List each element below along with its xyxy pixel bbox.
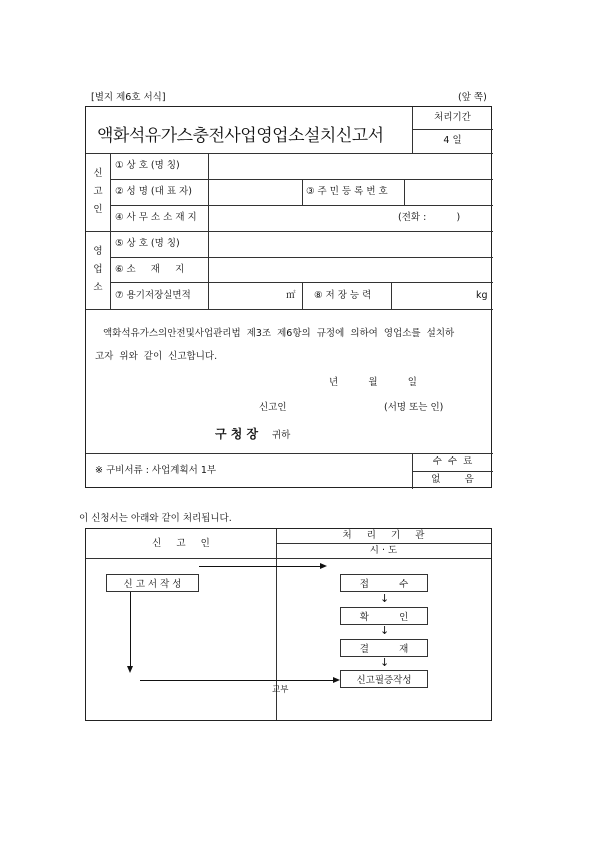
process-caption: 이 신청서는 아래와 같이 처리됩니다. xyxy=(79,513,232,524)
resident-number-label: ③ 주 민 등 록 번 호 xyxy=(306,186,388,197)
step-certificate: 신고필증작성 xyxy=(340,670,428,688)
office-trade-name-field[interactable] xyxy=(209,232,492,256)
signature-label: (서명 또는 인) xyxy=(384,402,444,413)
processing-period-label: 처리기간 xyxy=(434,112,471,123)
form-title: 액화석유가스충전사업영업소설치신고서 xyxy=(97,126,384,146)
process-flowchart xyxy=(85,528,492,721)
step-confirm: 확 인 xyxy=(340,607,428,625)
arrow-right-icon xyxy=(333,677,340,683)
required-documents: ※ 구비서류 : 사업계획서 1부 xyxy=(95,465,217,476)
resident-number-field[interactable] xyxy=(405,180,492,204)
office-section-label: 영 업 소 xyxy=(93,246,103,293)
office-trade-name-label: ⑤ 상 호 (명 칭) xyxy=(115,238,180,249)
applicant-section-label: 신 고 인 xyxy=(93,168,103,215)
trade-name-field[interactable] xyxy=(209,154,492,178)
signer-field[interactable] xyxy=(291,395,381,411)
arrow-down-icon: ↓ xyxy=(380,656,390,669)
step-write-report: 신 고 서 작 성 xyxy=(106,574,199,592)
location-label: ⑥ 소 재 지 xyxy=(115,264,185,275)
arrow-down-icon xyxy=(127,666,133,673)
storage-capacity-label: ⑧ 저 장 능 력 xyxy=(314,290,372,301)
arrow-line xyxy=(199,566,321,567)
applicant-column-header: 신 고 인 xyxy=(152,538,210,549)
office-address-field[interactable] xyxy=(209,206,409,230)
arrow-right-icon xyxy=(320,563,327,569)
storage-area-label: ⑦ 용기저장실면적 xyxy=(115,290,191,301)
capacity-unit: kg xyxy=(476,290,488,301)
arrow-down-icon: ↓ xyxy=(380,624,390,637)
arrow-down-icon: ↓ xyxy=(380,592,390,605)
arrow-line xyxy=(130,592,131,667)
recipient-suffix: 귀하 xyxy=(272,430,291,441)
agency-subheader: 시 · 도 xyxy=(369,545,398,556)
page-side-label: (앞 쪽) xyxy=(458,92,487,103)
fee-label: 수 수 료 xyxy=(432,456,473,467)
name-field[interactable] xyxy=(209,180,301,204)
trade-name-label: ① 상 호 (명 칭) xyxy=(115,160,180,171)
delivery-label: 교부 xyxy=(272,685,289,695)
form-number-label: [별지 제6호 서식] xyxy=(91,92,166,103)
statement-line-1: 액화석유가스의안전및사업관리법 제3조 제6항의 규정에 의하여 영업소를 설치하 xyxy=(103,328,455,339)
fee-value: 없 음 xyxy=(431,474,474,485)
office-address-label: ④ 사 무 소 소 재 지 xyxy=(115,212,197,223)
statement-line-2: 고자 위와 같이 신고합니다. xyxy=(95,351,218,362)
agency-column-header: 처 리 기 관 xyxy=(342,530,425,541)
signer-label: 신고인 xyxy=(259,402,287,413)
date-line: 년 월 일 xyxy=(329,377,417,388)
arrow-line xyxy=(140,680,333,681)
processing-period-value: 4 일 xyxy=(443,135,462,146)
recipient-title: 구 청 장 xyxy=(215,427,259,441)
step-receive: 접 수 xyxy=(340,574,428,592)
location-field[interactable] xyxy=(209,258,492,281)
area-unit: ㎡ xyxy=(286,290,296,301)
step-approve: 결 재 xyxy=(340,639,428,657)
report-form-table xyxy=(85,106,492,488)
phone-label: (전화 : ) xyxy=(398,212,461,223)
name-label: ② 성 명 (대 표 자) xyxy=(115,186,192,197)
